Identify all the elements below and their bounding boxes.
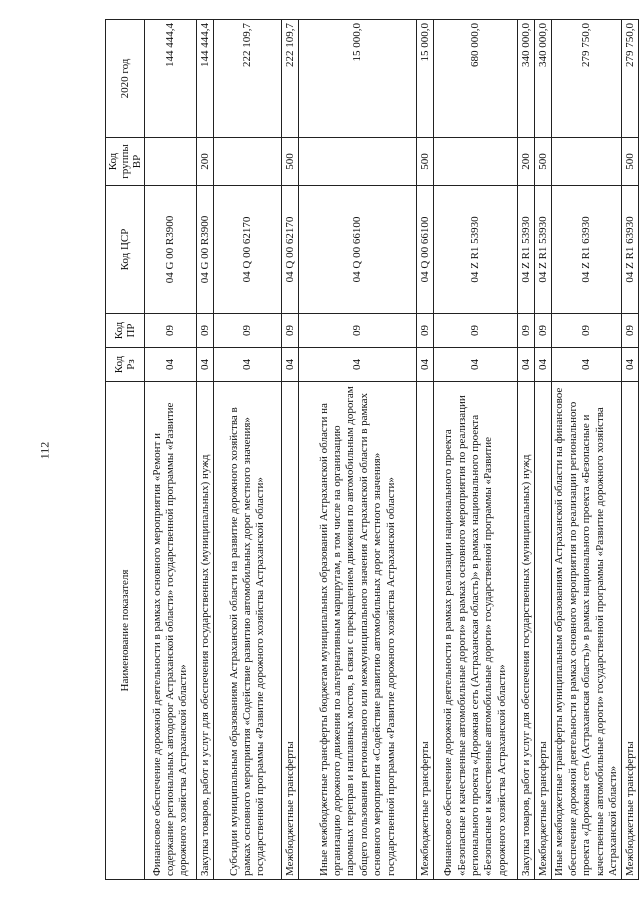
row-name: Межбюджетные трансферты — [535, 382, 552, 880]
row-name: Финансовое обеспечение дорожной деятельности в рамках реализации национального проекта «Безопасные и качественные автомобильные дороги» в рамках основного мероприятия по реализации регионального проекта «Дорожная сеть (Астраханская область)» в рамках национального проекта «Безопасные и качественные автомобильные дороги» государственной программы «Развитие дорожного хозяйства Астраханской области» — [434, 382, 518, 880]
row-csr: 04 Q 00 66100 — [417, 186, 434, 314]
row-name: Закупка товаров, работ и услуг для обеспечения государственных (муниципальных) нужд — [197, 382, 214, 880]
row-amount: 15 000,0 — [299, 20, 417, 138]
table-row — [417, 20, 434, 880]
row-pr: 09 — [535, 314, 552, 348]
table-row — [434, 20, 518, 880]
row-rz: 04 — [145, 348, 197, 382]
row-csr: 04 Z R1 63930 — [622, 186, 639, 314]
row-name: Иные межбюджетные трансферты муниципальным образованиям Астраханской области на финансовое обеспечение дорожной деятельности в рамках основного мероприятия по реализации регионального проекта «Дорожная сеть (Астраханская область)» в рамках национального проекта «Безопасные и качественные автомобильные дороги» государственной программы «Развитие дорожного хозяйства Астраханской области» — [552, 382, 622, 880]
row-rz: 04 — [535, 348, 552, 382]
table-row — [518, 20, 535, 880]
row-pr: 09 — [145, 314, 197, 348]
row-rz: 04 — [434, 348, 518, 382]
row-name: Межбюджетные трансферты — [282, 382, 299, 880]
row-vr: 500 — [282, 138, 299, 186]
row-vr — [434, 138, 518, 186]
row-pr: 09 — [552, 314, 622, 348]
row-amount: 222 109,7 — [282, 20, 299, 138]
table-row — [299, 20, 417, 880]
row-amount: 144 444,4 — [145, 20, 197, 138]
budget-table — [105, 19, 639, 880]
row-rz: 04 — [197, 348, 214, 382]
row-rz: 04 — [622, 348, 639, 382]
row-csr: 04 G 00 R3900 — [145, 186, 197, 314]
row-rz: 04 — [552, 348, 622, 382]
table-row — [197, 20, 214, 880]
row-csr: 04 Z R1 63930 — [552, 186, 622, 314]
row-pr: 09 — [417, 314, 434, 348]
header-name: Наименование показателя — [106, 382, 145, 880]
row-vr: 500 — [417, 138, 434, 186]
table-row — [282, 20, 299, 880]
row-rz: 04 — [299, 348, 417, 382]
page-number: 112 — [37, 441, 52, 460]
table-row — [535, 20, 552, 880]
row-csr: 04 Q 00 62170 — [214, 186, 282, 314]
row-vr — [552, 138, 622, 186]
row-vr: 200 — [197, 138, 214, 186]
row-pr: 09 — [299, 314, 417, 348]
row-pr: 09 — [518, 314, 535, 348]
rotated-table-sheet — [105, 20, 636, 880]
table-row — [552, 20, 622, 880]
header-rz: Код Рз — [106, 348, 145, 382]
row-name: Субсидии муниципальным образованиям Астраханской области на развитие дорожного хозяйства в рамках основного мероприятия «Содействие развитию автомобильных дорог местного значения» государственной программы «Развитие дорожного хозяйства Астраханской области» — [214, 382, 282, 880]
table-row — [145, 20, 197, 880]
row-vr: 200 — [518, 138, 535, 186]
row-pr: 09 — [434, 314, 518, 348]
row-amount: 340 000,0 — [535, 20, 552, 138]
row-vr: 500 — [535, 138, 552, 186]
row-csr: 04 Z R1 53930 — [518, 186, 535, 314]
row-name: Межбюджетные трансферты — [417, 382, 434, 880]
row-amount: 222 109,7 — [214, 20, 282, 138]
row-name: Закупка товаров, работ и услуг для обеспечения государственных (муниципальных) нужд — [518, 382, 535, 880]
row-rz: 04 — [518, 348, 535, 382]
row-name: Межбюджетные трансферты — [622, 382, 639, 880]
row-vr — [299, 138, 417, 186]
row-rz: 04 — [282, 348, 299, 382]
header-pr: Код ПР — [106, 314, 145, 348]
row-csr: 04 Q 00 62170 — [282, 186, 299, 314]
row-pr: 09 — [622, 314, 639, 348]
row-rz: 04 — [214, 348, 282, 382]
row-pr: 09 — [282, 314, 299, 348]
row-amount: 340 000,0 — [518, 20, 535, 138]
row-pr: 09 — [214, 314, 282, 348]
row-csr: 04 Z R1 53930 — [535, 186, 552, 314]
row-name: Финансовое обеспечение дорожной деятельности в рамках основного мероприятия «Ремонт и содержание региональных автодорог Астраханской области» государственной программы «Развитие дорожного хозяйства Астраханской области» — [145, 382, 197, 880]
row-amount: 144 444,4 — [197, 20, 214, 138]
row-amount: 680 000,0 — [434, 20, 518, 138]
row-csr: 04 G 00 R3900 — [197, 186, 214, 314]
table-header-row — [106, 20, 145, 880]
header-csr: Код ЦСР — [106, 186, 145, 314]
header-vr: Код группы ВР — [106, 138, 145, 186]
row-csr: 04 Z R1 53930 — [434, 186, 518, 314]
row-csr: 04 Q 00 66100 — [299, 186, 417, 314]
row-amount: 279 750,0 — [622, 20, 639, 138]
row-vr: 500 — [622, 138, 639, 186]
table-row — [622, 20, 639, 880]
row-name: Иные межбюджетные трансферты бюджетам муниципальных образований Астраханской области на организацию дорожного движения по альтернативным маршрутам, в том числе на организацию паромных переправ и наплавных мостов, в связи с прекращением движения по автомобильным дорогам общего пользования регионального или межмуниципального значения Астраханской области в рамках основного мероприятия «Содействие развитию автомобильных дорог местного значения» государственной программы «Развитие дорожного хозяйства Астраханской области» — [299, 382, 417, 880]
row-amount: 279 750,0 — [552, 20, 622, 138]
row-rz: 04 — [417, 348, 434, 382]
table-row — [214, 20, 282, 880]
header-year: 2020 год — [106, 20, 145, 138]
row-amount: 15 000,0 — [417, 20, 434, 138]
row-pr: 09 — [197, 314, 214, 348]
row-vr — [214, 138, 282, 186]
row-vr — [145, 138, 197, 186]
